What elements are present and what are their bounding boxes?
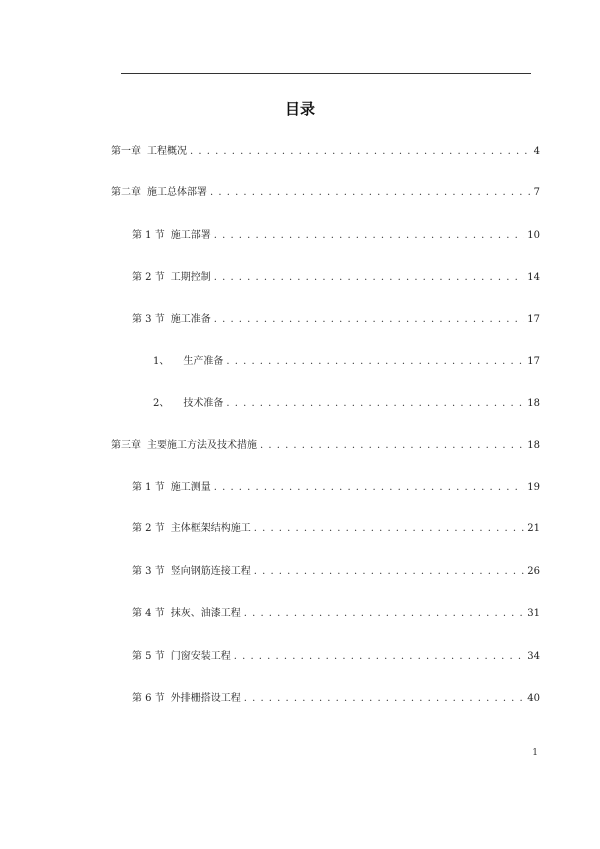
toc-leader-dots	[244, 607, 525, 621]
page-title: 目录	[284, 100, 315, 118]
toc-page-number: 26	[527, 566, 540, 577]
toc-page-number: 17	[527, 356, 540, 367]
toc-leader-dots	[214, 313, 525, 327]
toc-page-number: 4	[533, 146, 540, 157]
toc-label: 第二章	[111, 187, 141, 198]
toc-title: 竖向钢筋连接工程	[170, 566, 251, 577]
toc-leader-dots	[214, 481, 525, 495]
toc-entry[interactable]	[132, 522, 540, 536]
toc-label: 第三章	[111, 440, 141, 451]
toc-label: 第 2 节	[132, 523, 165, 534]
toc-leader-dots	[214, 271, 525, 285]
toc-label: 第 3 节	[132, 314, 165, 325]
toc-title: 施工部署	[170, 230, 211, 241]
toc-leader-dots	[254, 565, 525, 579]
toc-title: 施工测量	[170, 482, 211, 493]
toc-leader-dots	[214, 229, 525, 243]
toc-leader-dots	[260, 439, 524, 453]
toc-title: 门窗安装工程	[170, 651, 231, 662]
toc-leader-dots	[226, 355, 524, 369]
toc-label: 2、	[153, 398, 170, 409]
toc-entry[interactable]	[132, 271, 540, 285]
toc-page-number: 18	[527, 398, 540, 409]
toc-entry[interactable]	[111, 439, 540, 453]
toc-entry[interactable]	[132, 481, 540, 495]
toc-entry[interactable]	[111, 186, 540, 200]
toc-page-number: 14	[527, 272, 540, 283]
toc-page-number: 19	[527, 482, 540, 493]
toc-label: 第 1 节	[132, 482, 165, 493]
toc-label: 第 5 节	[132, 651, 165, 662]
toc-title: 抹灰、油漆工程	[170, 608, 241, 619]
toc-title: 工期控制	[170, 272, 211, 283]
toc-page-number: 40	[527, 693, 540, 704]
toc-title: 技术准备	[183, 398, 224, 409]
toc-entry[interactable]	[132, 650, 540, 664]
toc-page-number: 34	[527, 651, 540, 662]
toc-leader-dots	[190, 145, 531, 159]
toc-page-number: 31	[527, 608, 540, 619]
toc-page-number: 17	[527, 314, 540, 325]
toc-label: 第 3 节	[132, 566, 165, 577]
toc-leader-dots	[226, 397, 524, 411]
toc-page-number: 7	[533, 187, 540, 198]
toc-leader-dots	[234, 650, 525, 664]
toc-label: 1、	[153, 356, 170, 367]
toc-title: 施工准备	[170, 314, 211, 325]
toc-label: 第一章	[111, 146, 141, 157]
toc-entry[interactable]	[132, 607, 540, 621]
toc-label: 第 2 节	[132, 272, 165, 283]
toc-label: 第 6 节	[132, 693, 165, 704]
toc-title: 主要施工方法及技术措施	[147, 440, 257, 451]
toc-page-number: 10	[527, 230, 540, 241]
toc-entry[interactable]	[132, 565, 540, 579]
toc-label: 第 1 节	[132, 230, 165, 241]
toc-entry[interactable]	[132, 692, 540, 706]
footer-page-number: 1	[532, 748, 538, 758]
toc-title: 主体框架结构施工	[170, 523, 251, 534]
toc-entry[interactable]	[132, 313, 540, 327]
toc-entry[interactable]	[132, 229, 540, 243]
toc-entry[interactable]	[153, 397, 540, 411]
toc-title: 外排栅搭设工程	[170, 693, 241, 704]
toc-entry[interactable]	[153, 355, 540, 369]
toc-leader-dots	[244, 692, 525, 706]
toc-title: 工程概况	[147, 146, 187, 157]
toc-title: 施工总体部署	[147, 187, 207, 198]
toc-entry[interactable]	[111, 145, 540, 159]
toc-leader-dots	[210, 186, 531, 200]
toc-page-number: 18	[527, 440, 540, 451]
toc-page-number: 21	[527, 523, 540, 534]
toc-leader-dots	[254, 522, 525, 536]
toc-label: 第 4 节	[132, 608, 165, 619]
toc-title: 生产准备	[183, 356, 224, 367]
